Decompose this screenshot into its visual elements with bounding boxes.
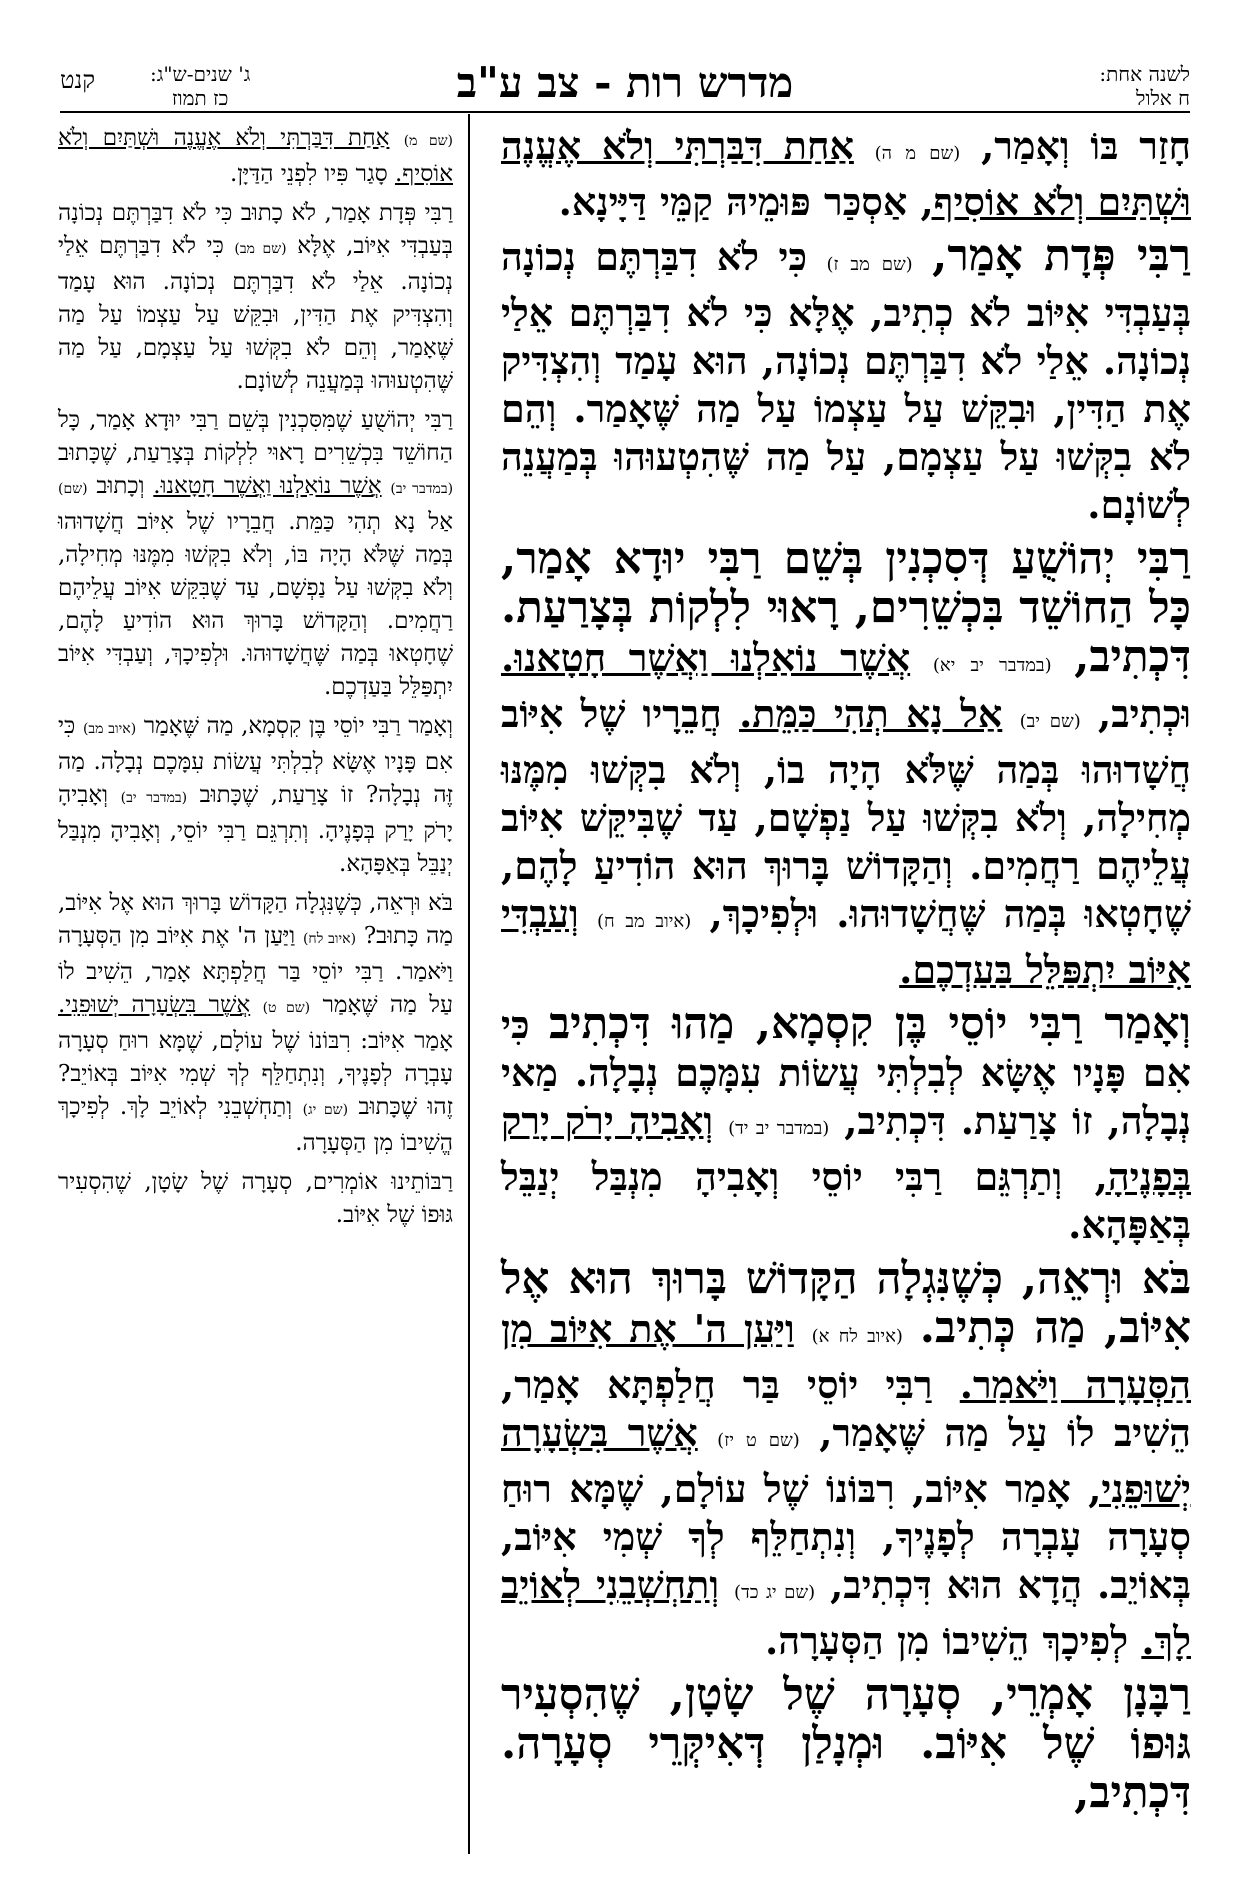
text: אֵלַי לֹא דִבַּרְתֶּם נְכוֹנָה, הוּא עָמַד וְהִצְדִּיק אֶת הַדִּין, וּבִקֵּשׁ עַל עַצְמוֹ עַל מַה שֶּׁאָמַר. וְהֵם לֹא בִקְּשׁוּ עַל עַצְמָם, עַל מַה שֶּׁהִטְעוּהוּ בְּמַעֲנֵה לְשׁוֹנָם. (501, 338, 1191, 527)
text: וְאָמַר רַבִּי יוֹסֵי בֶּן קִסְמָא, מַה שֶּׁאָמַר (143, 713, 453, 739)
schedule-one-year-date: ח אלול (1135, 86, 1190, 110)
main-paragraph (501, 232, 1191, 529)
source-ref: (שם יג כד) (734, 1582, 816, 1603)
side-paragraph (58, 887, 453, 1160)
text: בֹּא וּרְאֵה, כְּשֶׁנִּגְלָה הַקָּדוֹשׁ בָּרוּךְ הוּא אֶל אִיּוֹב, מַה כְּתִיב. (501, 1253, 1191, 1353)
source-ref: (שם ט) (262, 1000, 311, 1016)
source-ref: (שם מב ז) (826, 254, 913, 275)
text: רַבָּנָן אָמְרֵי, סְעָרָה שֶׁל שָׂטָן, שֶׁהִסְעִיר גּוּפוֹ שֶׁל אִיּוֹב. וּמְנָלַן דְּאִיקְּרֵי סְעָרָה. דִּכְתִיב, (501, 1669, 1191, 1818)
main-text-column (501, 122, 1191, 1824)
verse: וְתַחְשְׁבֵנִי לְאוֹיֵב לָךְ. (501, 1562, 1191, 1663)
text: מַה זֶּה נְבָלָה? זוֹ צָרַעַת, שֶׁכָּתוּב (58, 749, 454, 808)
verse: כִּי אִם פָּנָיו אֶשָּׂא לְבִלְתִּי עֲשׂוֹת עִמָּכֶם נְבָלָה. (501, 1002, 1191, 1095)
source-ref: (איוב מב ח) (597, 911, 692, 932)
text: אָמַר אִיּוֹב: רִבּוֹנוֹ שֶׁל עוֹלָם, שֶׁמָּא רוּחַ סְעָרָה עָבְרָה לְפָנֶיךָ, וְנִתְחַלֵּף לְךָ שְׁמִי אִיּוֹב בְּאוֹיֵב? זֶהוּ שֶׁכָּתוּב (58, 1028, 454, 1120)
source-ref: (שם מ) (403, 133, 454, 149)
source-ref: (שם) (58, 481, 88, 497)
page-number: קנט (60, 66, 96, 94)
text: חֲבֵרָיו שֶׁל אִיּוֹב חֲשָׁדוּהוּ בְּמַה שֶּׁלֹּא הָיָה בּוֹ, וְלֹא בִקְּשׁוּ מִמֶּנּוּ מְחִילָה, וְלֹא בִקְּשׁוּ עַל נַפְשָׁם, עַד שֶׁבִּקֵּשׁ אִיּוֹב עֲלֵיהֶם רַחֲמִים. וְהַקָּדוֹשׁ בָּרוּךְ הוּא הוֹדִיעַ לָהֶם, שֶׁחָטְאוּ בְּמַה שֶּׁחֲשָׁדוּהוּ. וּלְפִיכָךְ, (58, 509, 454, 667)
verse: וְעַבְדִּי אִיּוֹב יִתְפַּלֵּל בַּעַדְכֶם. (58, 641, 453, 700)
text: רַבִּי יוֹסֵי בַּר חֲלַפְתָּא אָמַר, הֵשִׁיב לוֹ עַל מַה שֶּׁאָמַר (58, 959, 454, 1018)
text: אָמַר אִיּוֹב, רִבּוֹנוֹ שֶׁל עוֹלָם, שֶׁמָּא רוּחַ סְעָרָה עָבְרָה לְפָנֶיךָ, וְנִתְחַלֵּף לְךָ שְׁמִי אִיּוֹב, בְּאוֹיֵב. הֲדָא הוּא דִּכְתִיב, (501, 1466, 1191, 1607)
verse: וְעַבְדִּי אִיּוֹב יִתְפַּלֵּל בַּעַדְכֶם. (501, 891, 1191, 992)
text: וְתִרְגֵּם רַבִּי יוֹסֵי, וְאָבִיהָ מִנְבַּל יְנַבֵּל בְּאַפָּהָא. (58, 818, 453, 877)
text: רַבִּי יְהוֹשֻׁעַ דְּסִכְנִין בְּשֵׁם רַבִּי יוּדָא אָמַר, כָּל הַחוֹשֵׁד בִּכְשֵׁרִים, רָאוּי לִלְקוֹת בְּצָרַעַת. דִּכְתִיב, (501, 533, 1192, 682)
source-ref: (שם יג) (302, 1102, 349, 1118)
source-ref: (איוב מב) (82, 721, 137, 737)
source-ref: (במדבר יב יא) (932, 655, 1052, 676)
main-paragraph (501, 1255, 1191, 1665)
source-ref: (שם יב) (1019, 711, 1081, 732)
source-ref: (שם ט יז) (717, 1430, 800, 1451)
verse: כִּי אִם פָּנָיו אֶשָּׂא לְבִלְתִּי עֲשׂוֹת עִמָּכֶם נְבָלָה. (58, 713, 453, 775)
text: בֹּא וּרְאֵה, כְּשֶׁנִּגְלָה הַקָּדוֹשׁ בָּרוּךְ הוּא אֶל אִיּוֹב, מַה כָּתוּב? (58, 890, 454, 949)
text: רַבּוֹתֵינוּ אוֹמְרִים, סְעָרָה שֶׁל שָׂטָן, שֶׁהִסְעִיר גּוּפוֹ שֶׁל אִיּוֹב. (58, 1169, 453, 1228)
source-ref: (במדבר יב יד) (728, 1118, 830, 1139)
verse: אֲשֶׁר בִּשְׂעָרָה יְשׁוּפֵנִי, (501, 1410, 1191, 1511)
page-title: מדרש רות - צב ע"ב (456, 58, 794, 107)
main-paragraph (501, 1000, 1191, 1249)
text: וְאָמַר רַבִּי יוֹסֵי בֶּן קִסְמָא, מַהוּ דִּכְתִיב (549, 998, 1191, 1049)
main-paragraph (501, 122, 1191, 226)
text: סָגַר פִּיו לִפְנֵי הַדַּיָּן. (229, 161, 388, 187)
column-divider (468, 114, 470, 1854)
schedule-one-year (1099, 62, 1190, 110)
text: רַבִּי יְהוֹשֻׁעַ שֶׁמִּסִּכְנִין בְּשֵׁם רַבִּי יוּדָא אָמַר, כָּל הַחוֹשֵׁד בִּכְשֵׁרִים רָאוּי לִלְקוֹת בְּצָרַעַת, שֶׁכָּתוּב (58, 407, 453, 466)
source-ref: (שם מב) (234, 241, 287, 257)
text: לְפִיכָךְ הֵשִׁיבוֹ מִן הַסְּעָרָה. (765, 1618, 1129, 1663)
page-header (60, 58, 1190, 114)
verse: וַיַּעַן ה' אֶת אִיּוֹב מִן הַסְּעָרָה וַיֹּאמַר. (501, 1306, 1192, 1407)
verse: אַל נָא תְהִי כַּמֵּת. (288, 509, 453, 535)
text: וְתַרְגֵּם רַבִּי יוֹסֵי וְאָבִיהָ מִנְבַּל יְנַבֵּל בְּאַפָּהָא. (501, 1154, 1191, 1247)
schedule-three-years (150, 62, 250, 110)
side-paragraph (58, 1166, 453, 1232)
text: וּכְתִיב, (1098, 691, 1192, 736)
verse: וְאָבִיהָ יָרֹק יָרַק בְּפָנֶיהָ, (501, 1098, 1191, 1199)
translation-column (58, 122, 453, 1238)
verse: וְאָבִיהָ יָרֹק יָרַק בְּפָנֶיהָ. (58, 782, 454, 844)
header-divider (60, 111, 1190, 113)
verse: אַל נָא תְהִי כַּמֵּת. (739, 691, 1003, 736)
verse: כִּי לֹא דִבַּרְתֶּם נְכוֹנָה בְּעַבְדִּי אִיּוֹב, (58, 200, 454, 259)
text: רַבִּי פְּדָת אָמַר, (932, 230, 1191, 281)
verse: כִּי לֹא דִבַּרְתֶּם אֵלַי נְכוֹנָה. (58, 233, 453, 295)
verse: אֲשֶׁר נוֹאַלְנוּ וַאֲשֶׁר חָטָאנוּ. (501, 635, 911, 680)
verse: אַחַת דִּבַּרְתִּי וְלֹא אֶעֱנֶה וּשְׁתַּיִם וְלֹא אוֹסִיף. (58, 125, 453, 187)
side-paragraph (58, 404, 453, 704)
text: אֶלָּא (297, 233, 336, 259)
source-ref: (שם מ ה) (874, 143, 961, 164)
schedule-one-year-label: לשנה אחת: (1099, 62, 1190, 86)
verse: אֲשֶׁר נוֹאַלְנוּ וַאֲשֶׁר חָטָאנוּ. (153, 473, 382, 499)
source-ref: (איוב לח א) (811, 1326, 903, 1347)
text: רַבִּי פְּדָת אָמַר, לֹא כָתוּב (240, 200, 454, 226)
schedule-three-years-date: כז תמוז (171, 86, 229, 110)
source-ref: (איוב לח) (302, 931, 357, 947)
verse: וַיַּעַן ה' אֶת אִיּוֹב מִן הַסְּעָרָה וַיֹּאמַר. (58, 923, 454, 985)
text: אֵלַי לֹא דִבַּרְתֶּם נְכוֹנָה. הוּא עָמַד וְהִצְדִּיק אֶת הַדִּין, וּבִקֵּשׁ עַל עַצְמוֹ עַל מַה שֶּׁאָמַר, וְהֵם לֹא בִקְּשׁוּ עַל עַצְמָם, עַל מַה שֶּׁהִטְעוּהוּ בְּמַעֲנֵה לְשׁוֹנָם. (58, 269, 453, 394)
side-paragraph (58, 197, 453, 398)
source-ref: (במדבר יב) (120, 790, 188, 806)
text: מַאי נְבָלָה, זוֹ צָרַעַת. דִּכְתִיב, (501, 1050, 1192, 1143)
main-paragraph (501, 535, 1191, 994)
side-paragraph (58, 710, 453, 881)
source-ref: (במדבר יב) (390, 481, 454, 497)
text: חֲבֵרָיו שֶׁל אִיּוֹב חֲשָׁדוּהוּ בְּמַה שֶּׁלֹּא הָיָה בוֹ, וְלֹא בִקְּשׁוּ מִמֶּנּוּ מְחִילָה, וְלֹא בִקְּשׁוּ עַל נַפְשָׁם, עַד שֶׁבִּיקֵּשׁ אִיּוֹב עֲלֵיהֶם רַחֲמִים. וְהַקָּדוֹשׁ בָּרוּךְ הוּא הוֹדִיעַ לָהֶם, שֶׁחָטְאוּ בְּמַה שֶּׁחֲשָׁדוּהוּ. וּלְפִיכָךְ, (501, 691, 1191, 936)
verse: וְתַחְשְׁבֵנִי לְאוֹיֵב לָךְ. (119, 1094, 293, 1120)
schedule-three-years-label: ג' שנים-ש"ג: (150, 62, 251, 86)
verse: אַחַת דִּבַּרְתִּי וְלֹא אֶעֱנֶה וּשְׁתַּיִם וְלֹא אוֹסִיף, (501, 123, 1191, 224)
text: וְכָתוּב (96, 473, 145, 499)
text: חָזַר בּוֹ וְאָמַר, (981, 123, 1191, 168)
text: לֹא כְתִיב, אֶלָּא (788, 290, 1012, 335)
text: לְפִיכָךְ הֱשִׁיבוֹ מִן הַסְּעָרָה. (58, 1094, 453, 1156)
verse: כִּי לֹא דִבַּרְתֶּם אֵלַי נְכוֹנָה. (501, 290, 1191, 383)
verse: אֲשֶׁר בִּשְׂעָרָה יְשׁוּפֵנִי. (58, 992, 251, 1018)
verse: כִּי לֹא דִבַּרְתֶּם נְכוֹנָה בְּעַבְדִּי אִיּוֹב (501, 234, 1191, 335)
text: רַבִּי יוֹסֵי בַּר חֲלַפְתָּא אָמַר, הֵשִׁיב לוֹ עַל מַה שֶּׁאָמַר, (501, 1362, 1192, 1455)
main-paragraph (501, 1671, 1191, 1818)
side-paragraph (58, 122, 453, 191)
text: אַסְכַּר פּוּמֵיהּ קַמֵּי דַּיָּינָא. (558, 179, 908, 224)
